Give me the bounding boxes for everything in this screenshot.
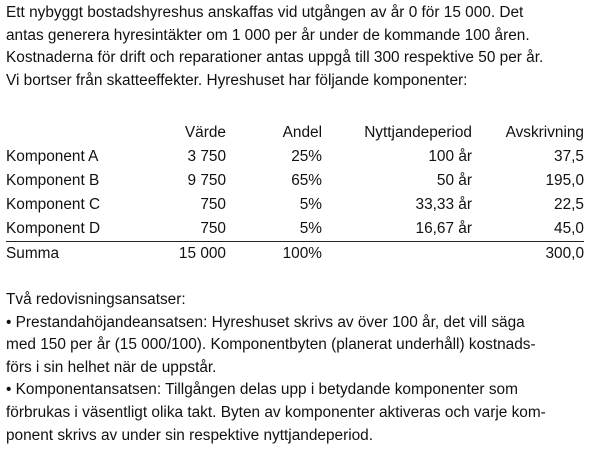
row-name: Komponent B	[6, 172, 100, 189]
table-sum-row	[6, 242, 584, 267]
header-share: Andel	[282, 123, 322, 141]
row-depreciation: 22,5	[554, 196, 584, 213]
row-value: 3 750	[187, 148, 226, 165]
row-value: 750	[200, 196, 226, 213]
row-share: 5%	[299, 196, 322, 213]
approaches-line: förs i sin helhet när de uppstår.	[6, 358, 217, 376]
row-period: 50 år	[436, 172, 472, 189]
intro-line: antas generera hyresintäkter om 1 000 per år under de kommande 100 åren.	[6, 26, 530, 44]
approaches-line: ponent skrivs av under sin respektive nyttjandeperiod.	[6, 426, 374, 444]
sum-value: 15 000	[136, 242, 226, 267]
row-period: 33,33 år	[415, 196, 472, 213]
approaches-line: med 150 per år (15 000/100). Komponentbyten (planerat underhåll) kostnads-	[6, 336, 536, 354]
row-share: 5%	[299, 220, 322, 237]
row-depreciation: 37,5	[554, 148, 584, 165]
approaches-line: • Prestandahöjandeansatsen: Hyreshuset skrivs av över 100 år, det vill säga	[6, 313, 525, 331]
approaches-line: • Komponentansatsen: Tillgången delas upp i betydande komponenter som	[6, 381, 518, 399]
table-row	[6, 169, 584, 193]
row-period: 16,67 år	[415, 220, 472, 237]
row-value: 9 750	[187, 172, 226, 189]
row-share: 25%	[291, 148, 322, 165]
row-depreciation: 45,0	[554, 220, 584, 237]
approaches-section	[6, 289, 546, 447]
header-value: Värde	[184, 123, 226, 141]
header-depreciation: Avskrivning	[505, 123, 584, 141]
approaches-line: förbrukas i väsentligt olika takt. Byten av komponenter aktiveras och varje kom-	[6, 403, 546, 421]
header-name	[6, 120, 136, 145]
sum-name: Summa	[6, 242, 136, 267]
row-value: 750	[200, 220, 226, 237]
table-row	[6, 193, 584, 217]
table-row	[6, 145, 584, 169]
intro-line: Ett nybyggt bostadshyreshus anskaffas vid utgången av år 0 för 15 000. Det	[6, 4, 524, 21]
intro-paragraph	[6, 2, 592, 92]
sum-share: 100%	[226, 242, 322, 267]
components-table	[6, 120, 584, 266]
row-share: 65%	[291, 172, 322, 189]
row-name: Komponent A	[6, 148, 99, 165]
row-period: 100 år	[428, 148, 472, 165]
approaches-heading: Två redovisningsansatser:	[6, 291, 186, 308]
intro-line: Kostnaderna för drift och reparationer antas uppgå till 300 respektive 50 per år.	[6, 49, 544, 67]
document-page	[6, 2, 592, 444]
row-name: Komponent C	[6, 196, 101, 213]
sum-depreciation: 300,0	[472, 242, 584, 267]
row-name: Komponent D	[6, 220, 101, 237]
sum-period	[322, 242, 472, 267]
header-period: Nyttjandeperiod	[364, 123, 472, 141]
table-row	[6, 217, 584, 242]
row-depreciation: 195,0	[545, 172, 584, 189]
table-header-row	[6, 120, 584, 145]
intro-line: Vi bortser från skatteeffekter. Hyreshuset har följande komponenter:	[6, 71, 468, 89]
